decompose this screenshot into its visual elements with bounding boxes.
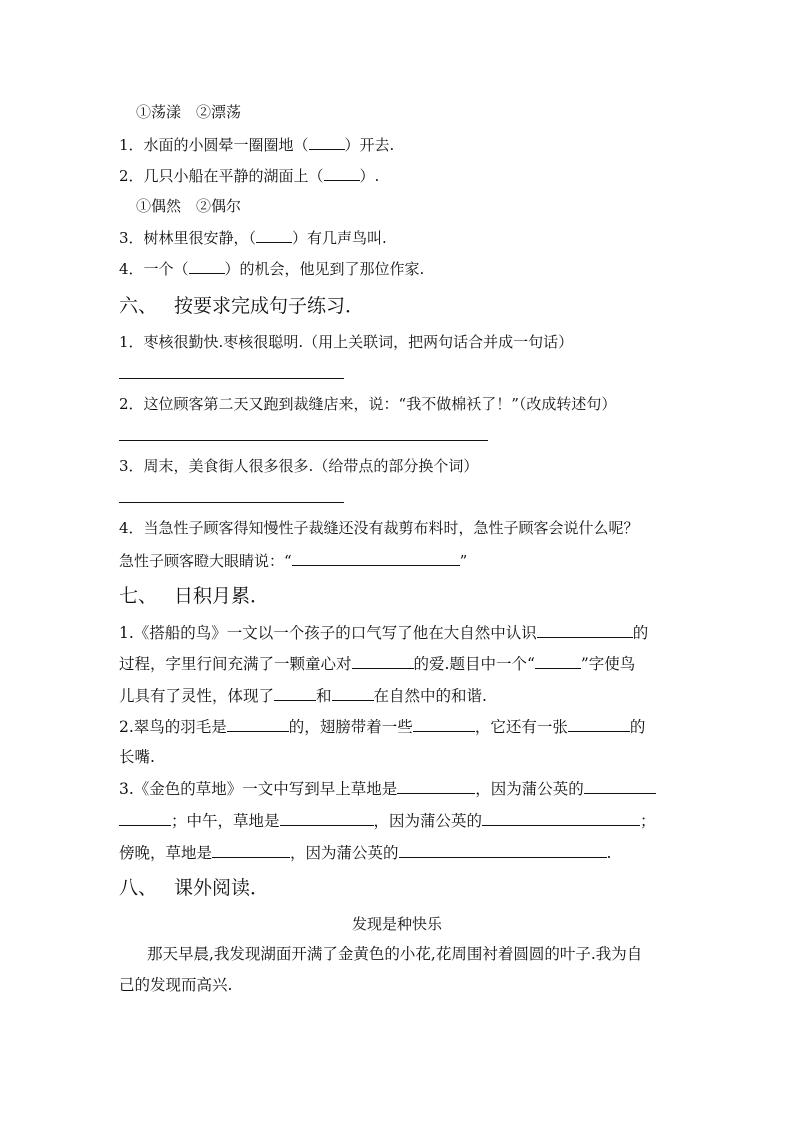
- section-6-heading: 六、 按要求完成句子练习．: [119, 295, 365, 317]
- answer-blank[interactable]: [227, 715, 289, 732]
- question-7-1-line3: 儿具有了灵性，体现了 和 在自然中的和谐.: [119, 684, 487, 707]
- question-7-3-line1: 3.《金色的草地》一文中写到早上草地是 ，因为蒲公英的: [119, 777, 656, 800]
- question-5-1: 1．水面的小圆晕一圈圈地（ ）开去.: [119, 133, 394, 156]
- word-options-a: ①荡漾 ②漂荡: [136, 103, 242, 121]
- answer-blank[interactable]: [332, 684, 374, 701]
- answer-line[interactable]: [119, 377, 344, 379]
- question-7-1-line1: 1.《搭船的鸟》一文以一个孩子的口气写了他在大自然中认识 的: [119, 621, 648, 644]
- question-7-3-line2: ；中午，草地是 ，因为蒲公英的 ；: [119, 809, 656, 832]
- question-6-4-answer: 急性子顾客瞪大眼睛说：“ ”: [119, 549, 467, 572]
- question-5-4: 4．一个（ ）的机会，他见到了那位作家.: [119, 257, 424, 280]
- answer-blank[interactable]: [584, 777, 656, 794]
- reading-paragraph-line2: 己的发现而高兴.: [119, 976, 233, 994]
- answer-blank[interactable]: [482, 809, 640, 826]
- answer-blank[interactable]: [189, 257, 225, 274]
- question-6-2: 2．这位顾客第二天又跑到裁缝店来，说：“我不做棉袄了！”（改成转述句）: [119, 395, 617, 413]
- section-8-heading: 八、 课外阅读．: [119, 877, 270, 899]
- question-5-3: 3．树林里很安静，（ ）有几声鸟叫.: [119, 226, 387, 249]
- answer-blank[interactable]: [399, 841, 607, 858]
- answer-blank[interactable]: [274, 684, 316, 701]
- answer-blank[interactable]: [119, 809, 171, 826]
- question-6-3: 3．周末，美食街人很多很多.（给带点的部分换个词）: [119, 457, 479, 475]
- answer-blank[interactable]: [413, 715, 475, 732]
- answer-blank[interactable]: [309, 133, 345, 150]
- answer-blank[interactable]: [537, 621, 633, 638]
- question-7-2-line1: 2.翠鸟的羽毛是 的，翅膀带着一些 ，它还有一张 的: [119, 715, 645, 738]
- question-6-4: 4．当急性子顾客得知慢性子裁缝还没有裁剪布料时，急性子顾客会说什么呢？: [119, 519, 639, 537]
- answer-blank[interactable]: [256, 226, 292, 243]
- question-7-2-line2: 长嘴.: [119, 748, 155, 766]
- answer-blank[interactable]: [352, 652, 414, 669]
- answer-line[interactable]: [119, 501, 344, 503]
- word-options-b: ①偶然 ②偶尔: [136, 197, 242, 215]
- answer-blank[interactable]: [397, 777, 475, 794]
- answer-line[interactable]: [119, 439, 488, 441]
- section-7-heading: 七、 日积月累．: [119, 585, 270, 607]
- answer-blank[interactable]: [535, 652, 581, 669]
- reading-paragraph-line1: 那天早晨,我发现湖面开满了金黄色的小花,花周围衬着圆圆的叶子.我为自: [147, 945, 643, 963]
- question-5-2: 2．几只小船在平静的湖面上（ ）.: [119, 164, 379, 187]
- reading-title: 发现是种快乐: [351, 915, 442, 933]
- answer-blank[interactable]: [324, 164, 360, 181]
- answer-blank[interactable]: [212, 841, 290, 858]
- answer-blank[interactable]: [280, 809, 374, 826]
- question-7-1-line2: 过程，字里行间充满了一颗童心对 的爱.题目中一个“ ”字使鸟: [119, 652, 635, 675]
- question-6-1: 1．枣核很勤快.枣核很聪明.（用上关联词，把两句话合并成一句话）: [119, 333, 574, 351]
- answer-blank[interactable]: [292, 549, 460, 566]
- answer-blank[interactable]: [568, 715, 630, 732]
- question-7-3-line3: 傍晚，草地是 ，因为蒲公英的 .: [119, 841, 611, 864]
